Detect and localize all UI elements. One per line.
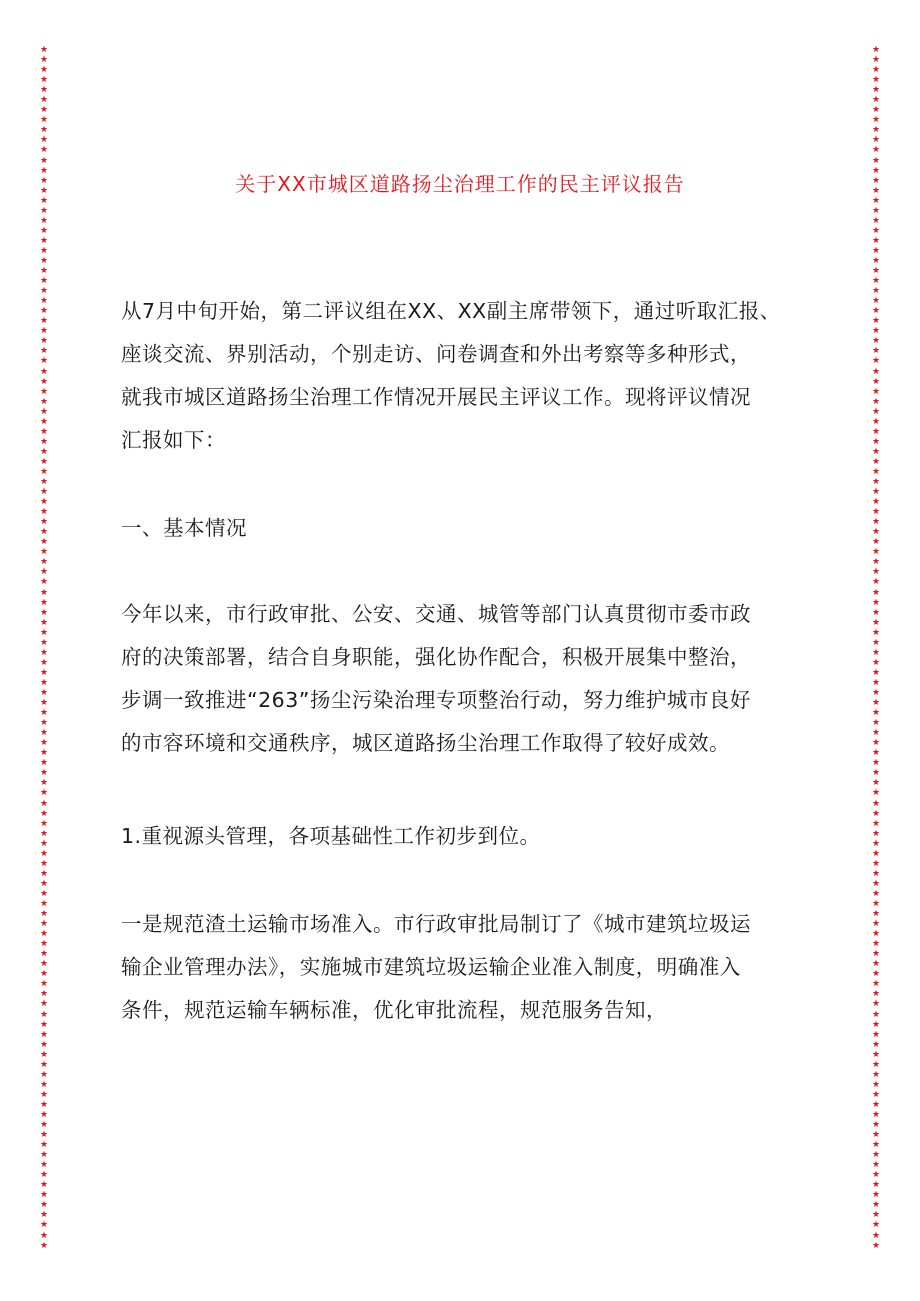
star-icon: ★ <box>39 517 49 528</box>
star-icon: ★ <box>39 667 49 678</box>
star-icon: ★ <box>871 909 881 920</box>
star-icon: ★ <box>871 647 881 658</box>
star-icon: ★ <box>871 517 881 528</box>
star-icon: ★ <box>871 456 881 467</box>
star-icon: ★ <box>39 878 49 889</box>
star-icon: ★ <box>871 477 881 488</box>
star-icon: ★ <box>871 1220 881 1231</box>
star-icon: ★ <box>39 1220 49 1231</box>
star-icon: ★ <box>871 65 881 76</box>
star-icon: ★ <box>39 115 49 126</box>
star-icon: ★ <box>39 999 49 1010</box>
star-icon: ★ <box>39 748 49 759</box>
star-icon: ★ <box>39 1190 49 1201</box>
star-icon: ★ <box>871 979 881 990</box>
star-icon: ★ <box>871 537 881 548</box>
star-icon: ★ <box>871 336 881 347</box>
star-icon: ★ <box>39 135 49 146</box>
star-icon: ★ <box>39 1009 49 1020</box>
star-icon: ★ <box>39 778 49 789</box>
star-icon: ★ <box>871 406 881 417</box>
star-icon: ★ <box>871 45 881 55</box>
star-icon: ★ <box>871 949 881 960</box>
star-icon: ★ <box>39 828 49 839</box>
intro-line: 座谈交流、界别活动，个别走访、问卷调查和外出考察等多种形式， <box>121 342 751 366</box>
star-icon: ★ <box>39 276 49 287</box>
star-icon: ★ <box>39 537 49 548</box>
star-icon: ★ <box>39 426 49 437</box>
star-icon: ★ <box>39 1170 49 1181</box>
star-icon: ★ <box>871 708 881 719</box>
star-icon: ★ <box>39 497 49 508</box>
star-icon: ★ <box>39 898 49 909</box>
star-icon: ★ <box>39 175 49 186</box>
star-icon: ★ <box>39 1140 49 1151</box>
star-icon: ★ <box>871 296 881 307</box>
intro-paragraph <box>121 290 815 462</box>
star-icon: ★ <box>39 336 49 347</box>
star-icon: ★ <box>39 1089 49 1100</box>
star-icon: ★ <box>871 878 881 889</box>
star-icon: ★ <box>871 919 881 930</box>
star-icon: ★ <box>39 1029 49 1040</box>
star-icon: ★ <box>871 989 881 1000</box>
star-icon: ★ <box>39 507 49 518</box>
star-icon: ★ <box>871 929 881 940</box>
star-icon: ★ <box>871 1160 881 1171</box>
star-icon: ★ <box>39 487 49 498</box>
star-icon: ★ <box>39 1160 49 1171</box>
section-heading <box>121 507 815 550</box>
star-icon: ★ <box>39 155 49 166</box>
star-icon: ★ <box>39 316 49 327</box>
star-icon: ★ <box>871 637 881 648</box>
star-icon: ★ <box>39 1240 49 1251</box>
star-icon: ★ <box>39 477 49 488</box>
star-icon: ★ <box>39 607 49 618</box>
star-icon: ★ <box>871 316 881 327</box>
star-icon: ★ <box>39 346 49 357</box>
star-icon: ★ <box>39 466 49 477</box>
star-icon: ★ <box>39 55 49 66</box>
star-icon: ★ <box>39 818 49 829</box>
star-icon: ★ <box>39 888 49 899</box>
star-icon: ★ <box>871 788 881 799</box>
star-icon: ★ <box>39 758 49 769</box>
star-icon: ★ <box>39 557 49 568</box>
star-icon: ★ <box>39 979 49 990</box>
intro-line: 从7月中旬开始，第二评议组在XX、XX副主席带领下，通过听取汇报、 <box>121 299 781 323</box>
star-icon: ★ <box>871 1029 881 1040</box>
star-icon: ★ <box>871 1230 881 1241</box>
star-icon: ★ <box>39 848 49 859</box>
star-icon: ★ <box>871 1210 881 1221</box>
star-icon: ★ <box>39 989 49 1000</box>
star-icon: ★ <box>39 376 49 387</box>
star-icon: ★ <box>871 688 881 698</box>
star-icon: ★ <box>871 1049 881 1060</box>
star-icon: ★ <box>871 808 881 819</box>
star-icon: ★ <box>871 326 881 337</box>
star-icon: ★ <box>39 1039 49 1050</box>
star-icon: ★ <box>871 356 881 367</box>
star-icon: ★ <box>871 115 881 126</box>
star-icon: ★ <box>871 667 881 678</box>
item-line: 输企业管理办法》，实施城市建筑垃圾运输企业准入制度，明确准入 <box>121 955 741 979</box>
star-icon: ★ <box>39 125 49 136</box>
star-icon: ★ <box>871 828 881 839</box>
star-icon: ★ <box>871 165 881 176</box>
star-icon: ★ <box>871 1019 881 1030</box>
star-icon: ★ <box>871 446 881 457</box>
star-icon: ★ <box>871 185 881 196</box>
star-icon: ★ <box>39 547 49 558</box>
star-icon: ★ <box>39 1099 49 1110</box>
subheading-text: 1.重视源头管理，各项基础性工作初步到位。 <box>121 824 541 848</box>
star-icon: ★ <box>39 1180 49 1191</box>
star-icon: ★ <box>871 436 881 447</box>
star-icon: ★ <box>39 1019 49 1030</box>
star-icon: ★ <box>39 185 49 196</box>
star-icon: ★ <box>871 376 881 387</box>
left-star-border <box>38 46 50 1252</box>
star-icon: ★ <box>871 798 881 809</box>
star-icon: ★ <box>871 868 881 879</box>
star-icon: ★ <box>39 939 49 950</box>
star-icon: ★ <box>39 788 49 799</box>
star-icon: ★ <box>39 406 49 417</box>
star-icon: ★ <box>871 396 881 407</box>
star-icon: ★ <box>871 225 881 236</box>
item-paragraph <box>121 903 815 1032</box>
star-icon: ★ <box>39 205 49 216</box>
star-icon: ★ <box>39 165 49 176</box>
star-icon: ★ <box>871 999 881 1010</box>
star-icon: ★ <box>871 567 881 578</box>
star-icon: ★ <box>871 497 881 508</box>
star-icon: ★ <box>39 195 49 206</box>
star-icon: ★ <box>39 416 49 427</box>
star-icon: ★ <box>39 1059 49 1070</box>
star-icon: ★ <box>39 95 49 106</box>
star-icon: ★ <box>871 507 881 518</box>
right-star-border <box>870 46 882 1252</box>
star-icon: ★ <box>871 466 881 477</box>
star-icon: ★ <box>39 909 49 920</box>
star-icon: ★ <box>871 1200 881 1211</box>
star-icon: ★ <box>871 55 881 66</box>
star-icon: ★ <box>871 969 881 980</box>
star-icon: ★ <box>871 768 881 779</box>
star-icon: ★ <box>871 255 881 266</box>
star-icon: ★ <box>39 969 49 980</box>
star-icon: ★ <box>39 1069 49 1080</box>
star-icon: ★ <box>871 1120 881 1131</box>
star-icon: ★ <box>871 1059 881 1070</box>
star-icon: ★ <box>871 1150 881 1161</box>
star-icon: ★ <box>871 888 881 899</box>
star-icon: ★ <box>39 919 49 930</box>
star-icon: ★ <box>871 1180 881 1191</box>
star-icon: ★ <box>871 738 881 749</box>
item-line: 一是规范渣土运输市场准入。市行政审批局制订了《城市建筑垃圾运 <box>121 912 751 936</box>
star-icon: ★ <box>871 557 881 568</box>
star-icon: ★ <box>39 446 49 457</box>
star-icon: ★ <box>871 617 881 628</box>
star-icon: ★ <box>39 225 49 236</box>
star-icon: ★ <box>39 527 49 538</box>
star-icon: ★ <box>39 647 49 658</box>
star-icon: ★ <box>39 688 49 698</box>
star-icon: ★ <box>871 386 881 397</box>
star-icon: ★ <box>871 1009 881 1020</box>
star-icon: ★ <box>39 145 49 156</box>
star-icon: ★ <box>871 195 881 206</box>
star-icon: ★ <box>871 175 881 186</box>
star-icon: ★ <box>39 728 49 739</box>
star-icon: ★ <box>39 677 49 688</box>
star-icon: ★ <box>39 1150 49 1161</box>
star-icon: ★ <box>39 577 49 588</box>
intro-line: 就我市城区道路扬尘治理工作情况开展民主评议工作。现将评议情况 <box>121 385 751 409</box>
star-icon: ★ <box>39 808 49 819</box>
star-icon: ★ <box>871 1099 881 1110</box>
star-icon: ★ <box>871 487 881 498</box>
star-icon: ★ <box>871 245 881 256</box>
document-title: 关于XX市城区道路扬尘治理工作的民主评议报告 <box>235 172 685 196</box>
star-icon: ★ <box>871 346 881 357</box>
star-icon: ★ <box>871 1079 881 1090</box>
star-icon: ★ <box>39 798 49 809</box>
star-icon: ★ <box>871 838 881 849</box>
section-paragraph <box>121 593 815 765</box>
star-icon: ★ <box>39 1109 49 1120</box>
section-line: 的市容环境和交通秩序，城区道路扬尘治理工作取得了较好成效。 <box>121 731 730 755</box>
star-icon: ★ <box>871 145 881 156</box>
star-icon: ★ <box>871 577 881 588</box>
star-icon: ★ <box>871 85 881 96</box>
star-icon: ★ <box>39 959 49 970</box>
star-icon: ★ <box>871 1109 881 1120</box>
item-line: 条件，规范运输车辆标准，优化审批流程，规范服务告知， <box>121 998 667 1022</box>
star-icon: ★ <box>871 235 881 246</box>
star-icon: ★ <box>39 949 49 960</box>
star-icon: ★ <box>871 95 881 106</box>
star-icon: ★ <box>39 868 49 879</box>
star-icon: ★ <box>39 75 49 86</box>
star-icon: ★ <box>871 1089 881 1100</box>
star-icon: ★ <box>39 85 49 96</box>
star-icon: ★ <box>39 436 49 447</box>
star-icon: ★ <box>39 286 49 297</box>
star-icon: ★ <box>871 306 881 317</box>
star-icon: ★ <box>39 105 49 116</box>
star-icon: ★ <box>39 245 49 256</box>
star-icon: ★ <box>39 366 49 377</box>
star-icon: ★ <box>871 1039 881 1050</box>
star-icon: ★ <box>39 698 49 709</box>
star-icon: ★ <box>871 758 881 769</box>
star-icon: ★ <box>871 657 881 668</box>
star-icon: ★ <box>39 858 49 869</box>
star-icon: ★ <box>39 255 49 266</box>
section-line: 步调一致推进“263”扬尘污染治理专项整治行动，努力维护城市良好 <box>121 688 751 712</box>
star-icon: ★ <box>871 818 881 829</box>
star-icon: ★ <box>871 1190 881 1201</box>
star-icon: ★ <box>39 296 49 307</box>
star-icon: ★ <box>871 1170 881 1181</box>
star-icon: ★ <box>871 597 881 608</box>
star-icon: ★ <box>39 1120 49 1131</box>
star-icon: ★ <box>39 235 49 246</box>
star-icon: ★ <box>871 416 881 427</box>
star-icon: ★ <box>871 698 881 709</box>
star-icon: ★ <box>39 1049 49 1060</box>
star-icon: ★ <box>39 65 49 76</box>
star-icon: ★ <box>871 266 881 277</box>
star-icon: ★ <box>39 1130 49 1141</box>
star-icon: ★ <box>871 1240 881 1251</box>
star-icon: ★ <box>871 898 881 909</box>
star-icon: ★ <box>871 848 881 859</box>
section-heading-text: 一、基本情况 <box>121 516 247 540</box>
star-icon: ★ <box>871 1140 881 1151</box>
section-line: 府的决策部署，结合自身职能，强化协作配合，积极开展集中整治， <box>121 645 751 669</box>
star-icon: ★ <box>39 708 49 719</box>
star-icon: ★ <box>39 326 49 337</box>
star-icon: ★ <box>39 266 49 277</box>
star-icon: ★ <box>871 155 881 166</box>
star-icon: ★ <box>39 838 49 849</box>
star-icon: ★ <box>871 215 881 226</box>
star-icon: ★ <box>39 738 49 749</box>
star-icon: ★ <box>39 45 49 55</box>
star-icon: ★ <box>871 778 881 789</box>
star-icon: ★ <box>39 637 49 648</box>
star-icon: ★ <box>39 587 49 598</box>
star-icon: ★ <box>871 75 881 86</box>
star-icon: ★ <box>871 366 881 377</box>
star-icon: ★ <box>871 135 881 146</box>
star-icon: ★ <box>39 627 49 638</box>
star-icon: ★ <box>39 1230 49 1241</box>
star-icon: ★ <box>39 1079 49 1090</box>
intro-line: 汇报如下： <box>121 428 226 452</box>
star-icon: ★ <box>871 607 881 618</box>
star-icon: ★ <box>871 587 881 598</box>
star-icon: ★ <box>39 456 49 467</box>
star-icon: ★ <box>871 748 881 759</box>
star-icon: ★ <box>39 1200 49 1211</box>
star-icon: ★ <box>871 426 881 437</box>
star-icon: ★ <box>871 527 881 538</box>
star-icon: ★ <box>871 718 881 729</box>
star-icon: ★ <box>39 356 49 367</box>
star-icon: ★ <box>39 306 49 317</box>
star-icon: ★ <box>871 286 881 297</box>
subheading <box>121 815 815 858</box>
star-icon: ★ <box>39 929 49 940</box>
star-icon: ★ <box>39 215 49 226</box>
star-icon: ★ <box>871 939 881 950</box>
star-icon: ★ <box>871 1130 881 1141</box>
star-icon: ★ <box>871 125 881 136</box>
star-icon: ★ <box>871 205 881 216</box>
star-icon: ★ <box>871 547 881 558</box>
star-icon: ★ <box>871 1069 881 1080</box>
star-icon: ★ <box>39 617 49 628</box>
star-icon: ★ <box>871 627 881 638</box>
star-icon: ★ <box>871 959 881 970</box>
star-icon: ★ <box>39 718 49 729</box>
star-icon: ★ <box>39 567 49 578</box>
star-icon: ★ <box>871 728 881 739</box>
star-icon: ★ <box>39 396 49 407</box>
star-icon: ★ <box>871 858 881 869</box>
star-icon: ★ <box>39 768 49 779</box>
star-icon: ★ <box>39 657 49 668</box>
star-icon: ★ <box>39 597 49 608</box>
star-icon: ★ <box>39 386 49 397</box>
section-line: 今年以来，市行政审批、公安、交通、城管等部门认真贯彻市委市政 <box>121 602 751 626</box>
star-icon: ★ <box>871 105 881 116</box>
star-icon: ★ <box>39 1210 49 1221</box>
star-icon: ★ <box>871 677 881 688</box>
star-icon: ★ <box>871 276 881 287</box>
